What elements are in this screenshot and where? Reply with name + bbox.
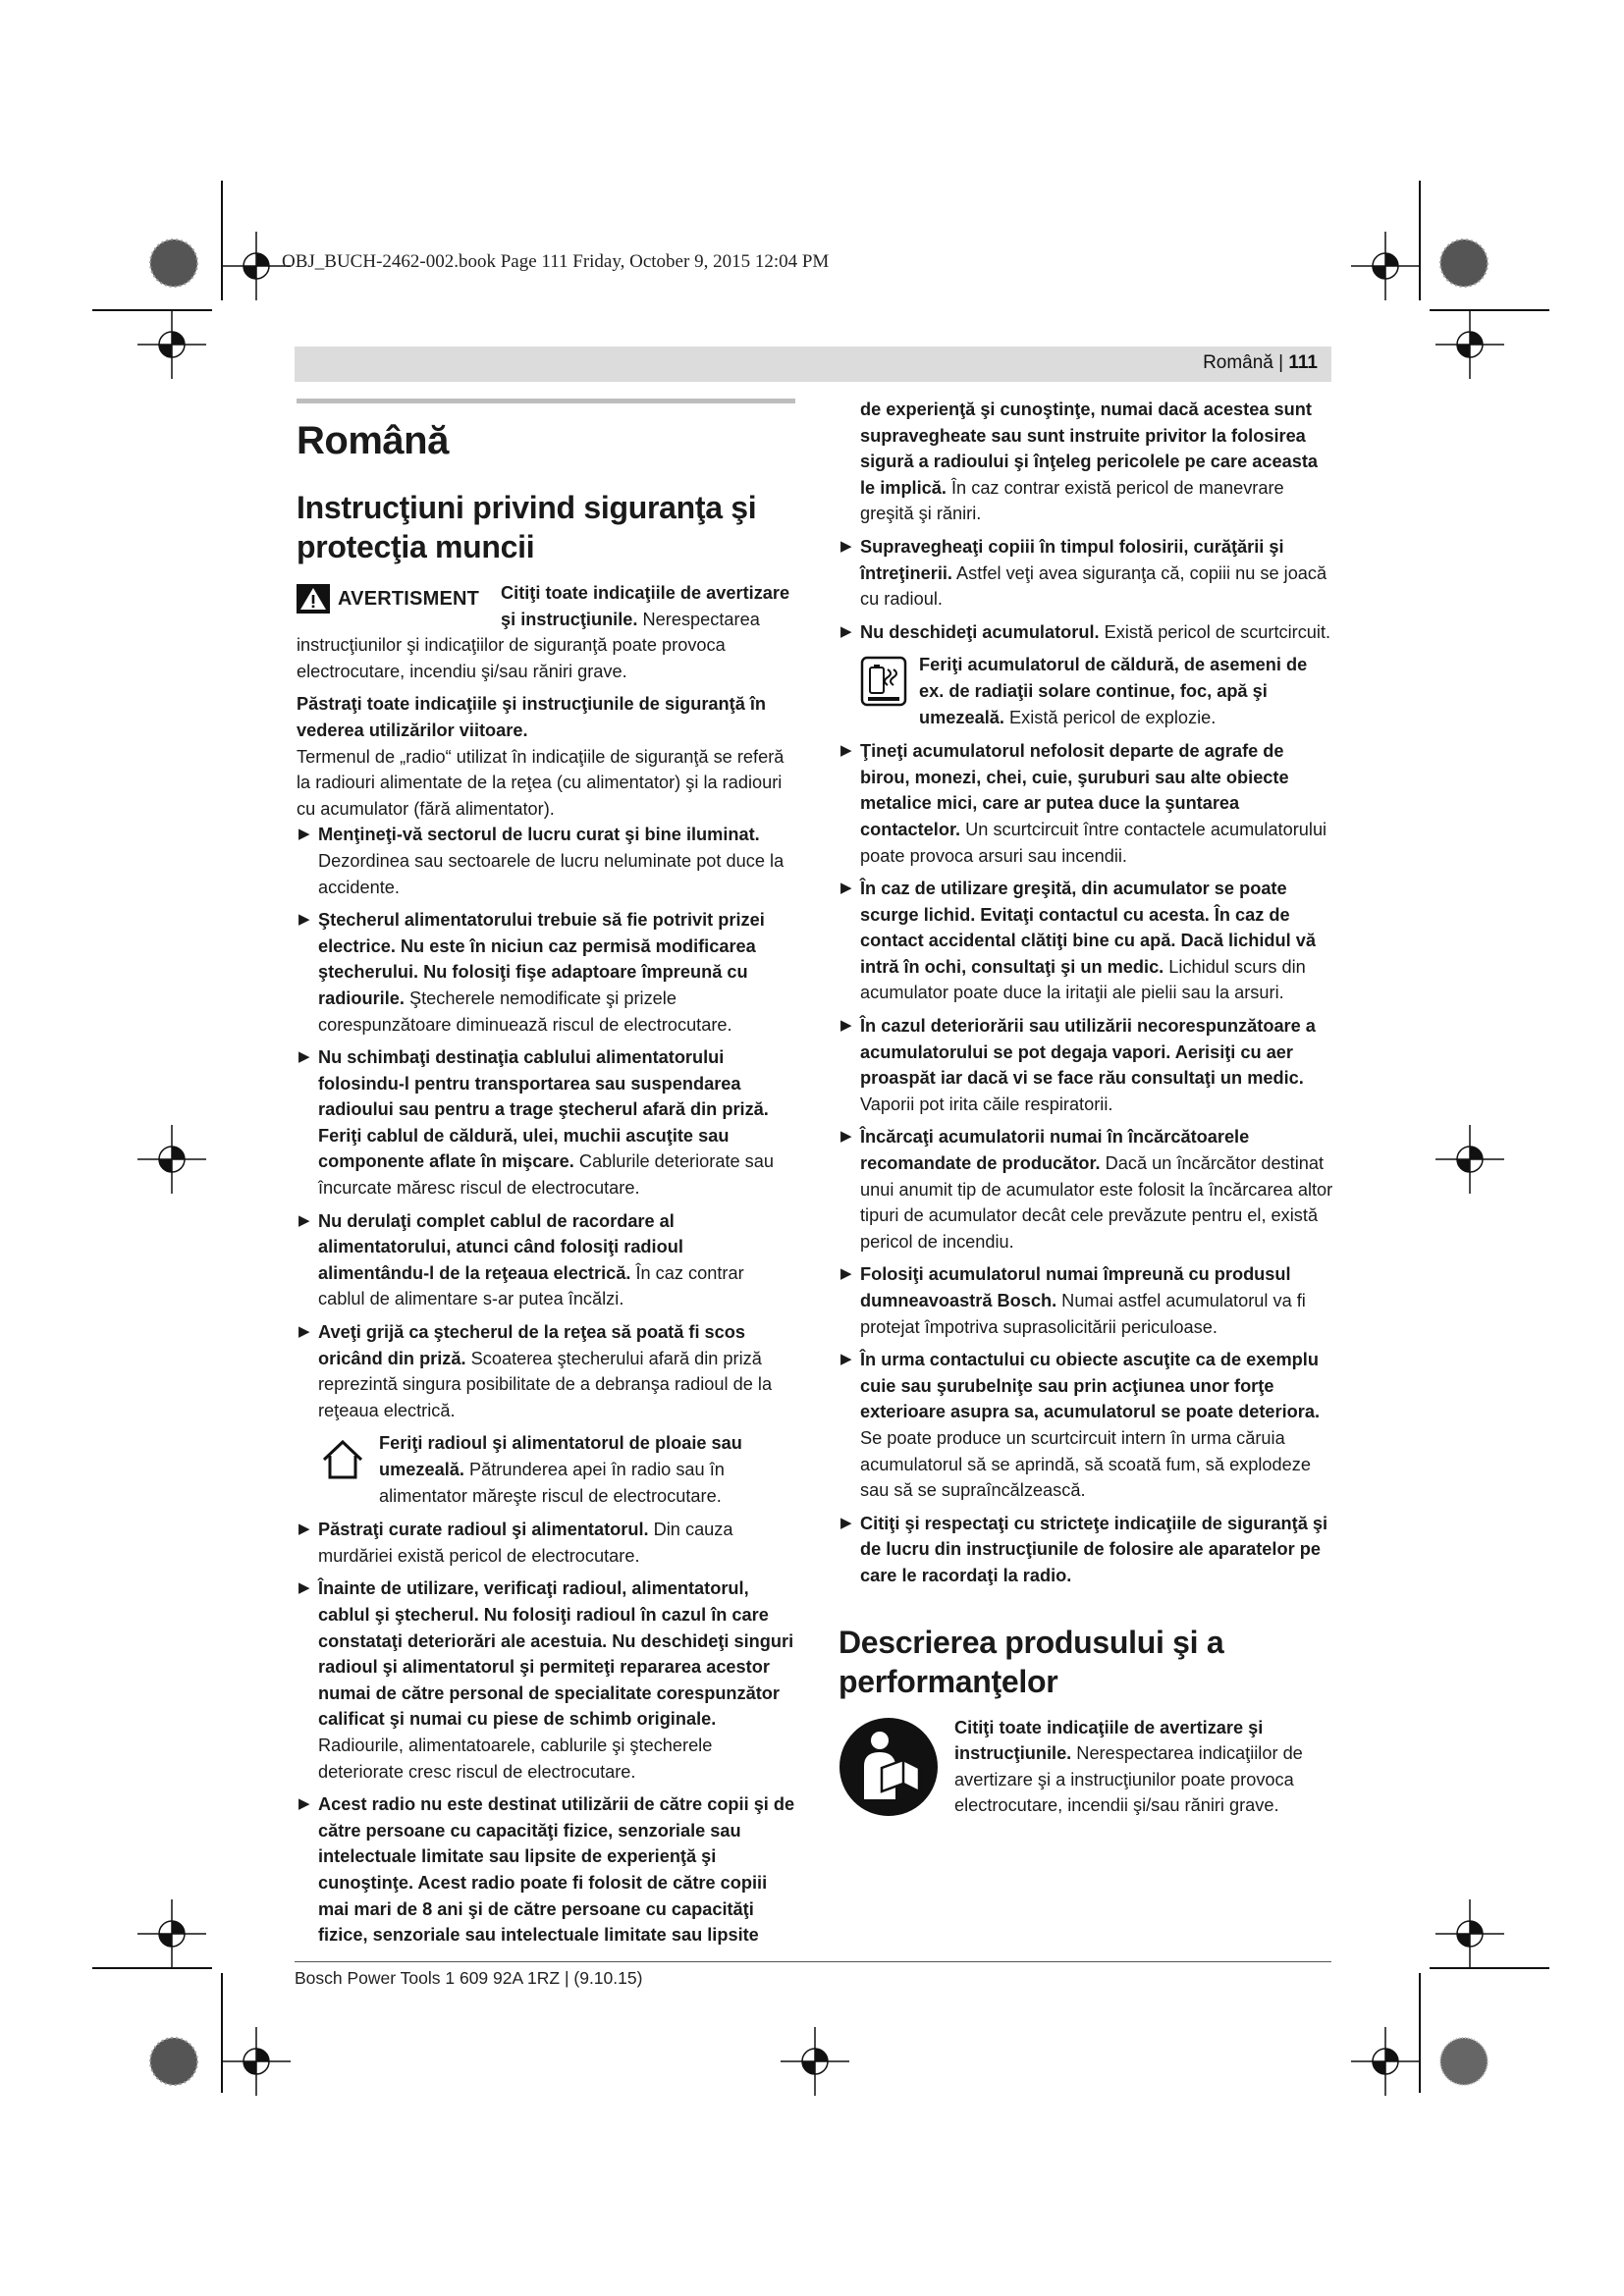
warning-block	[297, 580, 795, 684]
bullet-arrow-icon: ▶	[298, 911, 310, 929]
list-item	[297, 1791, 795, 1949]
product-description-heading: Descrierea produsului şi a performanţelor	[839, 1624, 1224, 1699]
list-item	[839, 876, 1333, 1006]
page-title: Română	[297, 419, 449, 462]
item-text: Lichidul scurs din acumulator poate duce la iritaţii ale pielii sau la arsuri.	[860, 956, 1306, 1003]
item-bold: Păstraţi curate radioul şi alimentatorul.	[318, 1520, 649, 1540]
bullet-arrow-icon: ▶	[298, 1211, 310, 1229]
item-text: În caz contrar cablul de alimentare s-ar putea încălzi.	[318, 1262, 744, 1309]
radio-definition: Termenul de „radio“ utilizat în indicaţiile de siguranţă se referă la radiouri alimentate de la reţea (cu alimentator) şi la radiouri cu acumulator (fără alimentator).	[297, 746, 785, 819]
registration-mark-icon	[781, 2027, 849, 2096]
item-text: Scoaterea ştecherului afară din priză reprezintă singura posibilitate de a debranşa radioul de la reţeaua electrică.	[318, 1348, 773, 1420]
list-item	[297, 907, 795, 1038]
bullet-arrow-icon: ▶	[840, 1514, 852, 1531]
registration-mark-icon	[1435, 310, 1504, 379]
safety-heading: Instrucţiuni privind siguranţa şi protecţia muncii	[297, 490, 757, 564]
list-item	[297, 822, 795, 900]
running-header	[295, 347, 1331, 382]
list-item	[297, 1517, 795, 1569]
warning-badge	[297, 584, 491, 614]
section-rule	[297, 399, 795, 403]
item-text: Un scurtcircuit între contactele acumulatorului poate provoca arsuri sau incendii.	[860, 819, 1327, 866]
footer: Bosch Power Tools 1 609 92A 1RZ | (9.10.15)	[295, 1968, 643, 1988]
item-text: Dacă un încărcător destinat unui anumit tip de acumulator este folosit la încărcarea altor tipuri de acumulator decât cele prevăzute pentru el, există pericol de incendiu.	[860, 1153, 1333, 1252]
list-item	[297, 1044, 795, 1201]
list-item	[297, 1575, 795, 1785]
list-item	[839, 1261, 1333, 1340]
item-bold: de experienţă şi cunoştinţe, numai dacă acestea sunt supravegheate sau sunt instruite privitor la folosirea sigură a radioului şi înţeleg pericolele pe care aceasta le implică.	[860, 400, 1319, 498]
read-manual-icon	[839, 1717, 939, 1825]
bullet-arrow-icon: ▶	[840, 1265, 852, 1283]
item-text: Ştecherele nemodificate şi prizele corespunzătoare diminuează riscul de electrocutare.	[318, 988, 732, 1035]
item-bold: Folosiţi acumulatorul numai împreună cu produsul dumneavoastră Bosch.	[860, 1264, 1291, 1310]
item-text: Se poate produce un scurtcircuit intern în urma căruia acumulatorul să se aprindă, să scoată fum, să explodeze sau să se supraîncălzească.	[860, 1427, 1311, 1501]
registration-mark-icon	[1351, 232, 1420, 300]
print-header: OBJ_BUCH-2462-002.book Page 111 Friday, October 9, 2015 12:04 PM	[282, 251, 830, 272]
registration-mark-icon	[137, 310, 206, 379]
color-target-icon	[149, 239, 198, 288]
footer-rule	[295, 1961, 1331, 1962]
item-bold: Citiţi şi respectaţi cu stricteţe indicaţiile de siguranţă şi de lucru din instrucţiunile de folosire ale aparatelor pe care le racordaţi la radio.	[860, 1513, 1328, 1585]
item-text: Există pericol de scurtcircuit.	[1099, 621, 1331, 642]
list-item	[839, 1013, 1333, 1117]
page-number: 111	[1288, 352, 1318, 373]
list-item	[839, 1347, 1333, 1504]
item-bold: Aveţi grijă ca ştecherul de la reţea să poată fi scos oricând din priză.	[318, 1322, 746, 1368]
registration-mark-icon	[222, 232, 291, 300]
header-language: Română	[1203, 352, 1273, 373]
bullet-arrow-icon: ▶	[840, 1351, 852, 1368]
bullet-arrow-icon: ▶	[298, 826, 310, 843]
item-text: Din cauza murdăriei există pericol de electrocutare.	[318, 1520, 733, 1566]
battery-note-text: Există pericol de explozie.	[1003, 707, 1217, 727]
item-text: Astfel veţi avea siguranţa că, copiii nu se joacă cu radioul.	[860, 562, 1327, 610]
item-bold: Nu schimbaţi destinaţia cablului alimentatorului folosindu-l pentru transportarea sau suspendarea radioului sau pentru a trage ştecherul afară din priză. Feriţi cablul de căldură, ulei, muchii ascuţite sau componente aflate în mişcare.	[318, 1047, 769, 1172]
right-column	[839, 397, 1333, 1824]
registration-mark-icon	[1435, 1899, 1504, 1968]
manual-note-bold: Citiţi toate indicaţiile de avertizare şi instrucţiunile.	[954, 1717, 1264, 1764]
manual-note	[839, 1715, 1333, 1825]
bullet-arrow-icon: ▶	[840, 1017, 852, 1035]
bullet-arrow-icon: ▶	[298, 1323, 310, 1341]
item-bold: Acest radio nu este destinat utilizării de către copii şi de către persoane cu capacităţi fizice, senzoriale sau intelectuale limitate sau lipsite de experienţă şi cunoştinţe. Acest radio poate fi folosit de către copiii mai mari de 8 ani şi de către persoane cu capacităţi fizice, senzoriale sau intelectuale limitate sau lipsite	[318, 1794, 795, 1946]
bullet-arrow-icon: ▶	[840, 537, 852, 555]
item-text: Cablurile deteriorate sau încurcate măresc riscul de electrocutare.	[318, 1151, 774, 1199]
item-bold: Înainte de utilizare, verificaţi radioul, alimentatorul, cablul şi ştecherul. Nu folosiţi radioul în cazul în care constataţi deteriorări ale acestuia. Nu deschideţi singuri radioul şi alimentatorul şi permiteţi repararea acestor numai de către personal de specialitate corespunzător calificat şi numai cu piese de schimb originale.	[318, 1578, 794, 1730]
list-item	[839, 1511, 1333, 1589]
list-item	[839, 1124, 1333, 1255]
registration-mark-icon	[1351, 2027, 1420, 2096]
bullet-arrow-icon: ▶	[298, 1048, 310, 1066]
item-bold: Nu deschideţi acumulatorul.	[860, 621, 1100, 642]
battery-note	[839, 652, 1333, 730]
item-text: Radiourile, alimentatoarele, cablurile şi ştecherele deteriorate cresc riscul de electrocutare.	[318, 1735, 713, 1782]
item-bold: Menţineţi-vă sectorul de lucru curat şi bine iluminat.	[318, 825, 760, 845]
header-separator: |	[1272, 352, 1289, 373]
warning-text: Nerespectarea instrucţiunilor şi indicaţiilor de siguranţă poate provoca electrocutare, incendiu şi/sau răniri grave.	[297, 609, 760, 681]
color-target-icon	[1439, 239, 1489, 288]
item-bold: Nu derulaţi complet cablul de racordare al alimentatorului, atunci când folosiţi radioul alimentându-l de la reţeaua electrică.	[318, 1210, 683, 1283]
bullet-arrow-icon: ▶	[298, 1795, 310, 1813]
item-bold: Supravegheaţi copiii în timpul folosirii, curăţării şi întreţinerii.	[860, 536, 1284, 583]
warning-triangle-icon	[297, 584, 330, 614]
registration-mark-icon	[222, 2027, 291, 2096]
house-note-bold: Feriţi radioul şi alimentatorul de ploaie sau umezeală.	[379, 1433, 742, 1479]
item-bold: În cazul deteriorării sau utilizării necorespunzătoare a acumulatorului se pot degaja vapori. Aerisiţi cu aer proaspăt iar dacă vi se face rău consultaţi un medic.	[860, 1016, 1316, 1089]
registration-mark-icon	[137, 1125, 206, 1194]
list-item	[297, 1208, 795, 1312]
warning-label: AVERTISMENT	[338, 587, 480, 610]
house-note	[297, 1430, 795, 1509]
registration-mark-icon	[137, 1899, 206, 1968]
item-bold: Ţineţi acumulatorul nefolosit departe de agrafe de birou, monezi, chei, cuie, şuruburi sau alte obiecte metalice mici, care ar putea duce la şuntarea contactelor.	[860, 741, 1289, 839]
battery-note-bold: Feriţi acumulatorul de căldură, de asemeni de ex. de radiaţii solare continue, foc, apă şi umezeală.	[919, 655, 1308, 727]
item-text: Numai astfel acumulatorul va fi protejat împotriva suprasolicitării periculoase.	[860, 1291, 1306, 1337]
item-bold: Ştecherul alimentatorului trebuie să fie potrivit prizei electrice. Nu este în niciun caz permisă modificarea ştecherului. Nu folosiţi fişe adaptoare împreună cu radiourile.	[318, 910, 765, 1008]
bullet-arrow-icon: ▶	[840, 1128, 852, 1146]
registration-mark-icon	[1435, 1125, 1504, 1194]
list-item	[839, 619, 1333, 646]
bullet-arrow-icon: ▶	[840, 880, 852, 897]
item-text: Vaporii pot irita căile respiratorii.	[860, 1094, 1113, 1114]
warning-bold: Citiţi toate indicaţiile de avertizare şi instrucţiunile.	[501, 583, 790, 629]
bullet-arrow-icon: ▶	[298, 1579, 310, 1597]
house-note-text: Pătrunderea apei în radio sau în alimentator măreşte riscul de electrocutare.	[379, 1460, 725, 1506]
item-bold: În caz de utilizare greşită, din acumulator se poate scurge lichid. Evitaţi contactul cu acesta. În caz de contact accidental clătiţi bine cu apă. Dacă lichidul vă intră în ochi, consultaţi şi un medic.	[860, 879, 1316, 977]
bullet-arrow-icon: ▶	[840, 622, 852, 640]
list-item-continuation	[839, 397, 1333, 527]
color-target-icon	[149, 2037, 198, 2086]
battery-heat-icon	[860, 656, 907, 715]
list-item	[839, 738, 1333, 869]
list-item	[297, 1319, 795, 1423]
item-bold: Încărcaţi acumulatorii numai în încărcătoarele recomandate de producător.	[860, 1127, 1250, 1174]
bullet-arrow-icon: ▶	[298, 1521, 310, 1538]
item-bold: În urma contactului cu obiecte ascuţite ca de exemplu cuie sau şurubelniţe sau prin acţiunea unor forţe exterioare asupra sa, acumulatorul se poate deteriora.	[860, 1350, 1321, 1422]
item-text: Dezordinea sau sectoarele de lucru neluminate pot duce la accidente.	[318, 850, 785, 897]
keep-instructions: Păstraţi toate indicaţiile şi instrucţiunile de siguranţă în vederea utilizărilor viitoare.	[297, 694, 767, 740]
list-item	[839, 534, 1333, 613]
house-rain-icon	[318, 1434, 367, 1491]
running-header-text	[1203, 352, 1318, 374]
bullet-arrow-icon: ▶	[840, 742, 852, 760]
left-column	[297, 399, 795, 1955]
manual-note-text: Nerespectarea indicaţiilor de avertizare şi a instrucţiunilor poate provoca electrocutare, incendii şi/sau răniri grave.	[954, 1743, 1303, 1816]
item-text: În caz contrar există pericol de manevrare greşită şi răniri.	[860, 477, 1284, 524]
color-target-icon	[1439, 2037, 1489, 2086]
